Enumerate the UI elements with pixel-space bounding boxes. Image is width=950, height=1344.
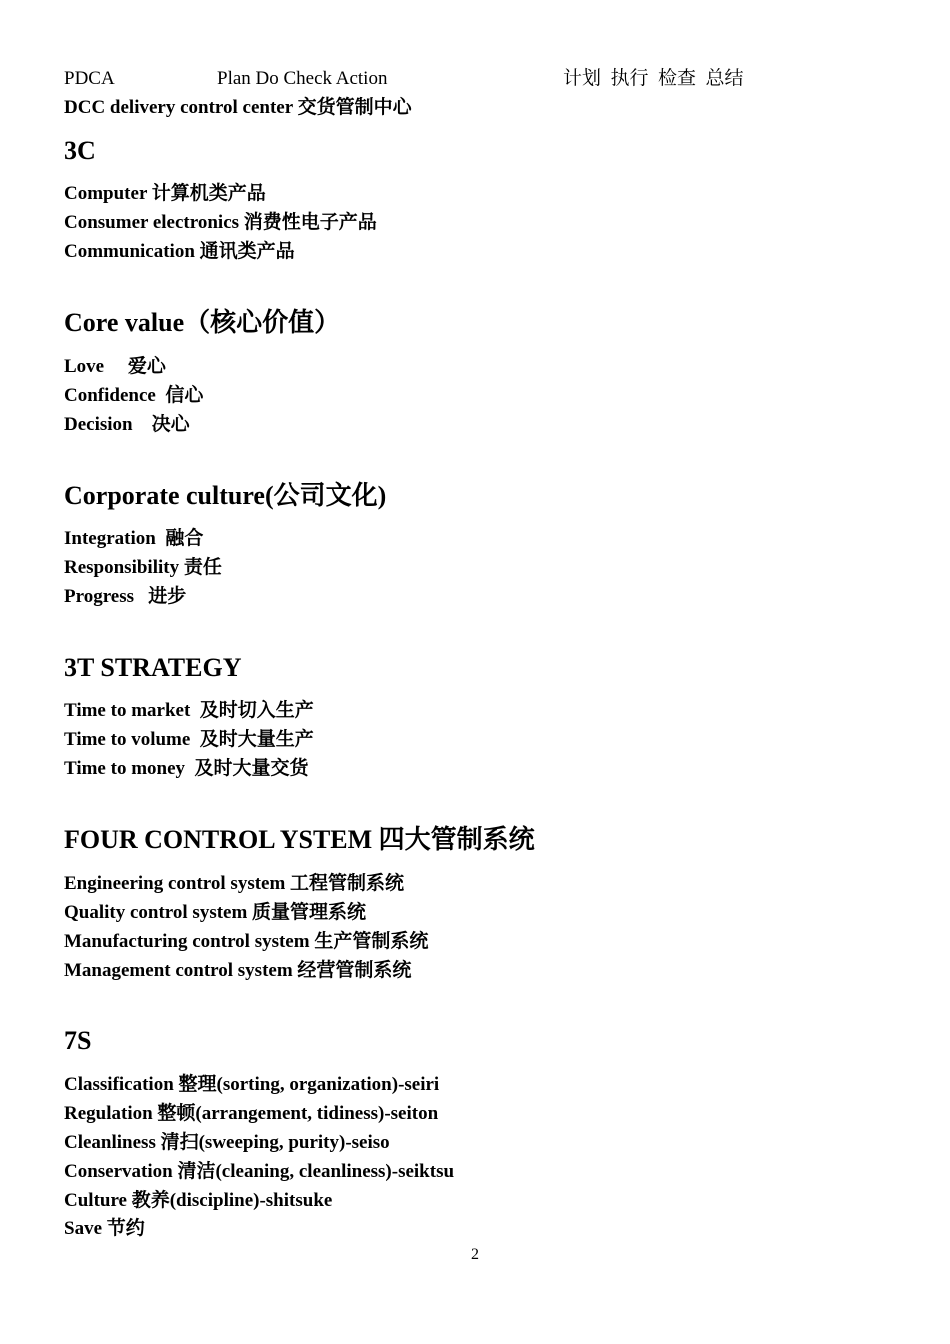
section-heading-3c: 3C bbox=[64, 136, 96, 165]
list-item: Time to volume 及时大量生产 bbox=[64, 729, 314, 750]
list-item: Culture 教养(discipline)-shitsuke bbox=[64, 1190, 333, 1211]
list-item: Time to market 及时切入生产 bbox=[64, 700, 314, 721]
section-heading-7s: 7S bbox=[64, 1026, 92, 1055]
list-item: Time to money 及时大量交货 bbox=[64, 758, 309, 779]
list-item: Regulation 整顿(arrangement, tidiness)-seiton bbox=[64, 1103, 439, 1124]
list-item: Responsibility 责任 bbox=[64, 557, 222, 578]
list-item: Cleanliness 清扫(sweeping, purity)-seiso bbox=[64, 1132, 390, 1153]
dcc-line: DCC delivery control center 交货管制中心 bbox=[64, 97, 412, 118]
section-heading-four-control: FOUR CONTROL YSTEM 四大管制系统 bbox=[64, 825, 535, 854]
list-item: Communication 通讯类产品 bbox=[64, 241, 295, 262]
list-item: Engineering control system 工程管制系统 bbox=[64, 873, 405, 894]
pdca-english: Plan Do Check Action bbox=[217, 68, 388, 89]
list-item: Integration 融合 bbox=[64, 528, 204, 549]
list-item: Computer 计算机类产品 bbox=[64, 183, 266, 204]
list-item: Manufacturing control system 生产管制系统 bbox=[64, 931, 429, 952]
list-item: Consumer electronics 消费性电子产品 bbox=[64, 212, 377, 233]
list-item: Progress 进步 bbox=[64, 586, 187, 607]
list-item: Classification 整理(sorting, organization)-seiri bbox=[64, 1074, 440, 1095]
list-item: Conservation 清洁(cleaning, cleanliness)-seiktsu bbox=[64, 1161, 455, 1182]
section-heading-core-value: Core value（核心价值） bbox=[64, 308, 341, 337]
list-item: Confidence 信心 bbox=[64, 385, 204, 406]
list-item: Quality control system 质量管理系统 bbox=[64, 902, 367, 923]
section-heading-corporate-culture: Corporate culture(公司文化) bbox=[64, 481, 387, 510]
page-number: 2 bbox=[471, 1246, 479, 1263]
section-heading-3t-strategy: 3T STRATEGY bbox=[64, 653, 242, 682]
list-item: Decision 决心 bbox=[64, 414, 190, 435]
list-item: Love 爱心 bbox=[64, 356, 166, 377]
list-item: Save 节约 bbox=[64, 1218, 145, 1239]
pdca-abbreviation: PDCA bbox=[64, 68, 115, 89]
list-item: Management control system 经营管制系统 bbox=[64, 960, 412, 981]
pdca-chinese: 计划 执行 检查 总结 bbox=[563, 68, 744, 89]
